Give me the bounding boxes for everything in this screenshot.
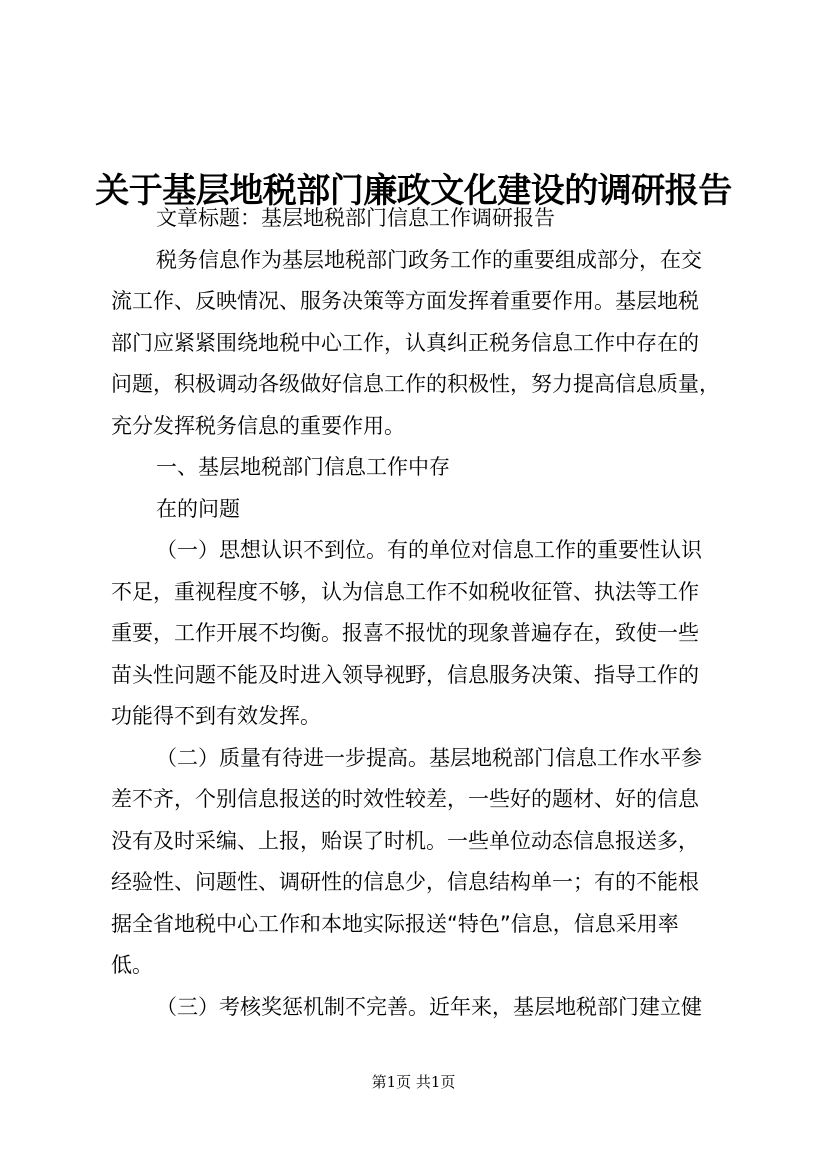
paragraph-line: （二）质量有待进一步提高。基层地税部门信息工作水平参 xyxy=(156,745,702,770)
document-title: 关于基层地税部门廉政文化建设的调研报告 xyxy=(95,170,732,211)
paragraph-line: （一）思想认识不到位。有的单位对信息工作的重要性认识 xyxy=(156,538,702,562)
paragraph-line: 重要，工作开展不均衡。报喜不报忧的现象普遍存在，致使一些 xyxy=(111,621,699,645)
page-footer: 第1页 共1页 xyxy=(371,1073,456,1091)
paragraph-line: 流工作、反映情况、服务决策等方面发挥着重要作用。基层地税 xyxy=(111,289,699,313)
paragraph-line: 部门应紧紧围绕地税中心工作，认真纠正税务信息工作中存在的 xyxy=(111,330,699,355)
paragraph-line: 功能得不到有效发挥。 xyxy=(111,704,321,728)
paragraph-line: 苗头性问题不能及时进入领导视野，信息服务决策、指导工作的 xyxy=(111,662,699,687)
paragraph-line: 充分发挥税务信息的重要作用。 xyxy=(111,413,405,438)
paragraph-line: 不足，重视程度不够，认为信息工作不如税收征管、执法等工作 xyxy=(111,579,699,604)
document-body xyxy=(111,198,723,1028)
article-subtitle-line: 文章标题：基层地税部门信息工作调研报告 xyxy=(156,206,555,230)
paragraph-line: 税务信息作为基层地税部门政务工作的重要组成部分，在交 xyxy=(156,247,702,272)
paragraph-line: 差不齐，个别信息报送的时效性较差，一些好的题材、好的信息 xyxy=(111,787,699,811)
paragraph-line: 经验性、问题性、调研性的信息少，信息结构单一；有的不能根 xyxy=(111,870,699,894)
section-heading-line: 在的问题 xyxy=(156,496,240,521)
section-heading-line: 一、基层地税部门信息工作中存 xyxy=(156,455,450,479)
paragraph-line: 据全省地税中心工作和本地实际报送“特色”信息，信息采用率 xyxy=(111,911,679,936)
paragraph-line: 没有及时采编、上报，贻误了时机。一些单位动态信息报送多， xyxy=(111,828,699,853)
paragraph-line: 问题，积极调动各级做好信息工作的积极性，努力提高信息质量， xyxy=(111,372,720,396)
paragraph-line: 低。 xyxy=(111,953,153,977)
paragraph-line: （三）考核奖惩机制不完善。近年来，基层地税部门建立健 xyxy=(156,994,702,1019)
